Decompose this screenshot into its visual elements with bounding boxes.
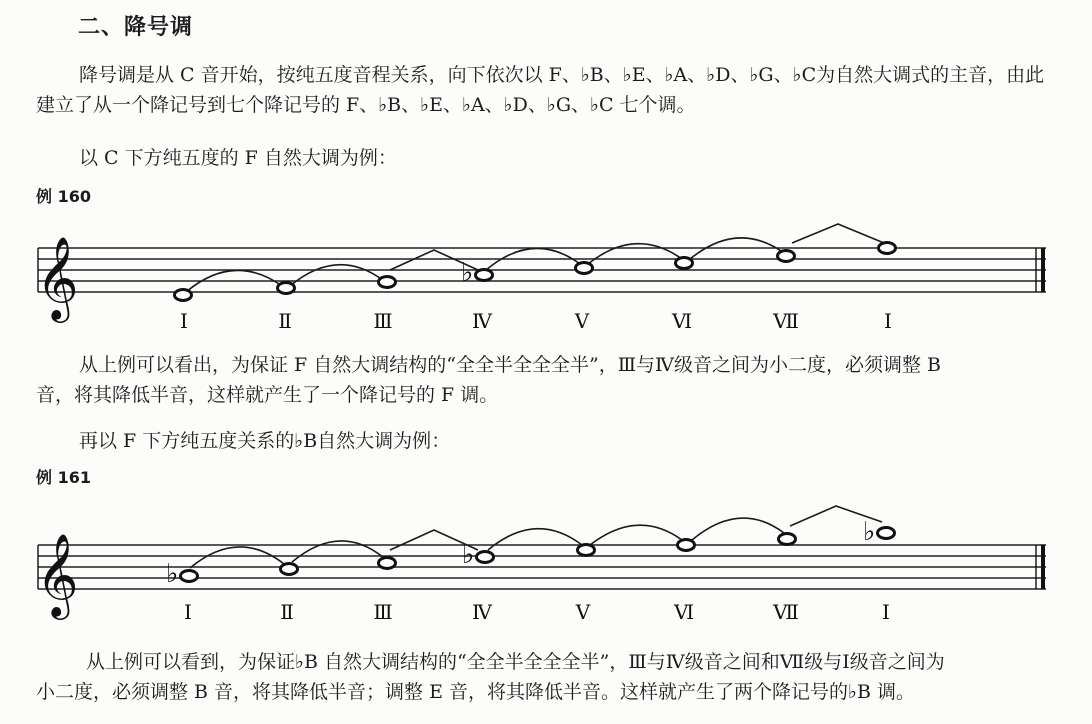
degree-label: I <box>184 600 192 624</box>
degree-label: Ⅳ <box>472 309 492 333</box>
example-bflat-intro: 再以 F 下方纯五度关系的♭B自然大调为例： <box>79 430 451 452</box>
interval-whole-5-6 <box>590 525 682 545</box>
section-heading: 二、降号调 <box>78 15 194 40</box>
degree-label: Ⅵ <box>671 309 693 333</box>
note-3 <box>379 558 396 569</box>
degree-label: I <box>882 600 890 624</box>
after-160-line-2: 音，将其降低半音，这样就产生了一个降记号的 F 调。 <box>36 384 499 406</box>
note-1 <box>166 559 198 589</box>
note-5 <box>578 545 595 556</box>
degree-label: V <box>574 309 590 333</box>
degree-label: Ⅱ <box>278 309 292 333</box>
intro-line-1: 降号调是从 C 音开始，按纯五度音程关系，向下依次以 F、♭B、♭E、♭A、♭D、♭G、♭C为自然大调式的主音，由此 <box>79 64 1045 86</box>
degree-label: Ⅲ <box>373 309 393 333</box>
interval-whole-6-7 <box>692 518 784 540</box>
degree-label: Ⅲ <box>373 600 393 624</box>
treble-clef-icon: 𝄞 <box>36 532 79 616</box>
interval-whole-1-2 <box>190 547 284 568</box>
degree-label: I <box>884 309 892 333</box>
degree-label: Ⅱ <box>280 600 294 624</box>
intro-line-2: 建立了从一个降记号到七个降记号的 F、♭B、♭E、♭A、♭D、♭G、♭C 七个调。 <box>36 94 696 116</box>
flat-sign-icon: ♭ <box>863 517 876 547</box>
note-7 <box>779 534 796 545</box>
degree-label: I <box>180 309 188 333</box>
degree-label: Ⅶ <box>773 309 799 333</box>
flat-sign-icon: ♭ <box>461 258 474 288</box>
flat-sign-icon: ♭ <box>166 559 179 589</box>
degree-label: Ⅵ <box>673 600 695 624</box>
after-161-line-1: 从上例可以看到，为保证♭B 自然大调结构的“全全半全全全半”，Ⅲ与Ⅳ级音之间和Ⅶ级与Ⅰ级音之间为 <box>86 651 945 673</box>
treble-clef-icon: 𝄞 <box>36 235 79 319</box>
flat-sign-icon: ♭ <box>462 540 475 570</box>
after-160-line-1: 从上例可以看出，为保证 F 自然大调结构的“全全半全全全半”，Ⅲ与Ⅳ级音之间为小二度，必须调整 B <box>79 354 941 376</box>
example-160-label: 例 160 <box>36 187 91 206</box>
note-6 <box>678 540 695 551</box>
after-161-paragraph <box>36 647 945 707</box>
degree-label: V <box>575 600 591 624</box>
note-2 <box>281 564 298 575</box>
after-161-line-2: 小二度，必须调整 B 音，将其降低半音；调整 E 音，将其降低半音。这样就产生了两个降记号的♭B 调。 <box>36 681 915 703</box>
degree-label: Ⅶ <box>773 600 799 624</box>
interval-whole-2-3 <box>292 541 384 562</box>
interval-whole-4-5 <box>488 529 582 550</box>
example-f-intro: 以 C 下方纯五度的 F 自然大调为例： <box>79 147 397 169</box>
example-161-label: 例 161 <box>36 468 91 487</box>
degree-label: Ⅳ <box>472 600 492 624</box>
